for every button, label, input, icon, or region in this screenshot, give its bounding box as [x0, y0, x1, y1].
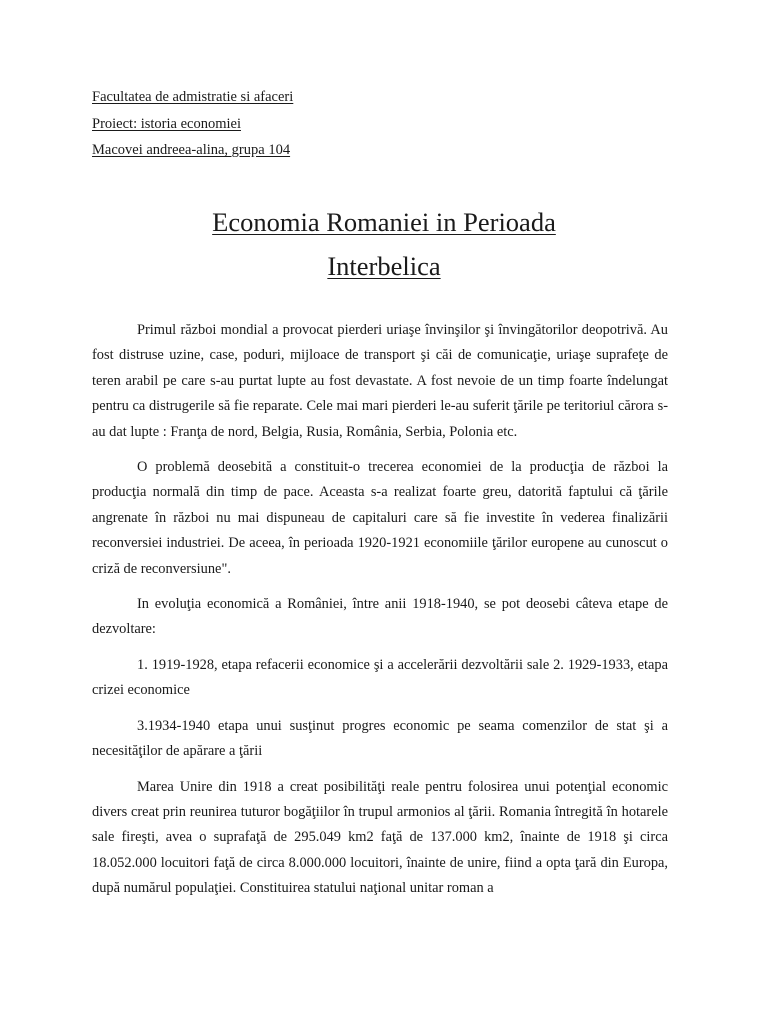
paragraph-6: Marea Unire din 1918 a creat posibilităţi reale pentru folosirea unui potenţial economic divers creat prin reunirea tuturor bogăţiilor în trupul armonios al ţării. Romania întregită în hotarele sale fireşti, avea o suprafaţă de 295.049 km2 faţă de 137.000 km2, înainte de 1918 şi circa 18.052.000 locuitori faţă de circa 8.000.000 locuitori, înainte de unire, fiind a opta ţară din Europa, după numărul populaţiei. Constituirea statului naţional unitar roman a — [92, 778, 668, 897]
document-title — [0, 200, 768, 288]
title-line-1: Economia Romaniei in Perioada — [212, 207, 556, 237]
faculty-line: Facultatea de admistratie si afaceri — [92, 89, 294, 105]
title-line-2: Interbelica — [327, 251, 441, 281]
author-line: Macovei andreea-alina, grupa 104 — [92, 142, 291, 158]
paragraph-2: O problemă deosebită a constituit-o trecerea economiei de la producţia de război la producţia normală din timp de pace. Aceasta s-a realizat foarte greu, datorită faptului că ţările angrenate în război nu mai dispuneau de capitaluri care să fie investite în vederea finalizării reconversiei industriei. De aceea, în perioada 1920-1921 economiile ţărilor europene au cunoscut o criză de reconversiune". — [92, 459, 668, 577]
document-body — [92, 318, 668, 912]
project-line: Proiect: istoria economiei — [92, 115, 241, 132]
paragraph-3: In evoluţia economică a României, între anii 1918-1940, se pot deosebi câteva etape de dezvoltare: — [92, 596, 668, 638]
paragraph-5: 3.1934-1940 etapa unui susţinut progres economic pe seama comenzilor de stat şi a necesităţilor de apărare a ţării — [92, 717, 668, 760]
paragraph-1: Primul război mondial a provocat pierderi uriaşe învinşilor şi învingătorilor deopotrivă. Au fost distruse uzine, case, poduri, mijloace de transport şi căi de comunicaţie, uriaşe suprafeţe de teren arabil pe care s-au purtat lupte au fost devastate. A fost nevoie de un timp foarte îndelungat pentru ca distrugerile să fie reparate. Cele mai mari pierderi le-au suferit ţările pe teritoriul cărora s-au dat lupte : Franţa de nord, Belgia, Rusia, România, Serbia, Polonia etc. — [92, 322, 668, 440]
paragraph-4: 1. 1919-1928, etapa refacerii economice şi a accelerării dezvoltării sale 2. 1929-1933, etapa crizei economice — [92, 656, 668, 699]
document-header — [92, 84, 293, 164]
